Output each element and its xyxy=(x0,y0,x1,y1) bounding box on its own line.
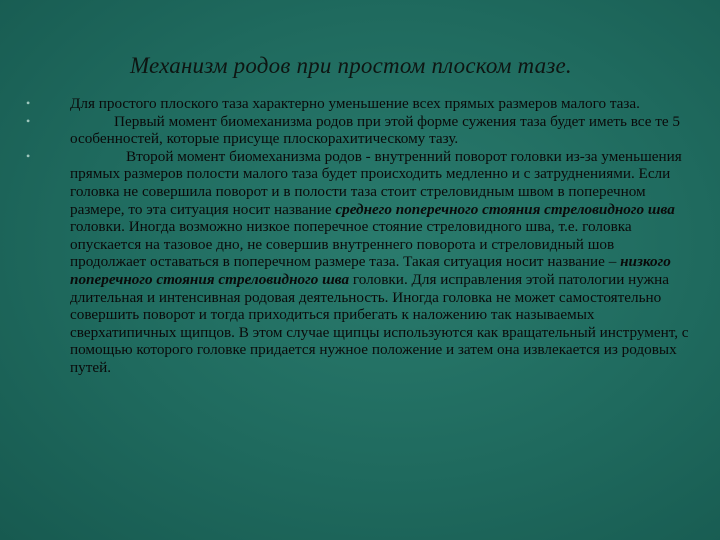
term-emphasis: среднего поперечного стояния стреловидного шва xyxy=(335,200,675,218)
item-text: Второй момент биомеханизма родов - внутренний поворот головки из-за уменьшения прямых размеров полости малого таза будет происходить медленно и с затруднениями. Если головка не совершила поворот и в полости таза стоит стреловидным швом в поперечном размере, то эта ситуация носит название xyxy=(70,147,682,218)
item-text: Первый момент биомеханизма родов при этой форме сужения таза будет иметь все те 5 особенностей, которые присуще плоскорахитическому тазу. xyxy=(70,112,681,148)
slide-title: Механизм родов при простом плоском тазе. xyxy=(130,53,572,78)
bullet-icon: • xyxy=(26,113,31,128)
bullet-icon: • xyxy=(26,148,31,163)
list-item xyxy=(26,113,694,148)
list-item xyxy=(26,95,694,113)
term-emphasis: низкого поперечного стояния стреловидного шва xyxy=(70,253,671,288)
bullet-icon: • xyxy=(26,96,31,110)
item-text: Для простого плоского таза характерно уменьшение всех прямых размеров малого таза. xyxy=(70,95,640,112)
item-text: головки. Иногда возможно низкое поперечное стояние стреловидного шва, т.е. головка опускается на тазовое дно, не совершив внутреннего поворота и стреловидный шов продолжает оставаться в поперечном размере таза. Такая ситуация носит название – xyxy=(70,218,632,271)
list-item xyxy=(26,148,694,377)
item-text: головки. Для исправления этой патологии нужна длительная и интенсивная родовая деятельность. Иногда головка не может самостоятельно совершить поворот и тогда приходиться прибегать к наложению так называемых сверхатипичных щипцов. В этом случае щипцы используются как вращательный инструмент, с помощью которого головке придается нужное положение и затем она извлекается из родовых путей. xyxy=(70,270,689,376)
bullet-list xyxy=(26,95,694,377)
